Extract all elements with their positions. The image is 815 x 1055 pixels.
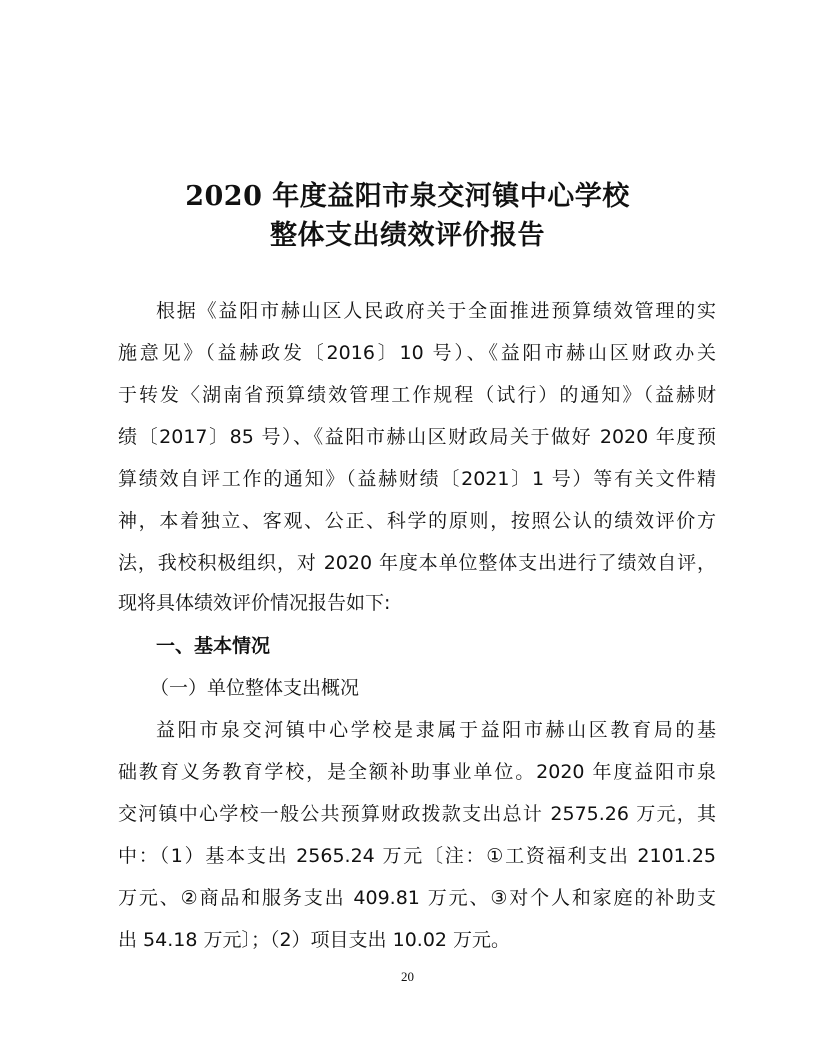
overview-line-2: 础教育义务教育学校，是全额补助事业单位。2020 年度益阳市泉 <box>118 761 716 783</box>
overview-line-6: 出 54.18 万元〕；（2）项目支出 10.02 万元。 <box>118 929 511 951</box>
intro-line-4: 绩〔2017〕85 号）、《益阳市赫山区财政局关于做好 2020 年度预 <box>118 426 716 448</box>
overview-line-3: 交河镇中心学校一般公共预算财政拨款支出总计 2575.26 万元，其 <box>118 803 716 825</box>
intro-line-8: 现将具体绩效评价情况报告如下: <box>118 592 391 614</box>
page-number: 20 <box>401 969 414 984</box>
subsection-heading-overview: （一）单位整体支出概况 <box>150 677 360 699</box>
intro-line-5: 算绩效自评工作的通知》（益赫财绩〔2021〕1 号）等有关文件精 <box>118 468 716 490</box>
intro-line-1: 根据《益阳市赫山区人民政府关于全面推进预算绩效管理的实 <box>156 300 716 322</box>
intro-line-2: 施意见》（益赫政发〔2016〕10 号）、《益阳市赫山区财政办关 <box>118 342 716 364</box>
intro-line-3: 于转发〈湖南省预算绩效管理工作规程（试行）的通知》（益赫财 <box>118 384 716 406</box>
overview-line-5: 万元、②商品和服务支出 409.81 万元、③对个人和家庭的补助支 <box>118 887 716 909</box>
overview-line-4: 中：（1）基本支出 2565.24 万元〔注：①工资福利支出 2101.25 <box>118 845 716 867</box>
report-title-line-1: 2020 年度益阳市泉交河镇中心学校 <box>185 181 630 212</box>
overview-line-1: 益阳市泉交河镇中心学校是隶属于益阳市赫山区教育局的基 <box>156 719 716 741</box>
section-heading-basic-situation: 一、基本情况 <box>156 635 271 657</box>
intro-line-7: 法，我校积极组织，对 2020 年度本单位整体支出进行了绩效自评， <box>118 552 716 574</box>
report-title-line-2: 整体支出绩效评价报告 <box>270 220 545 251</box>
intro-line-6: 神，本着独立、客观、公正、科学的原则，按照公认的绩效评价方 <box>118 510 716 532</box>
